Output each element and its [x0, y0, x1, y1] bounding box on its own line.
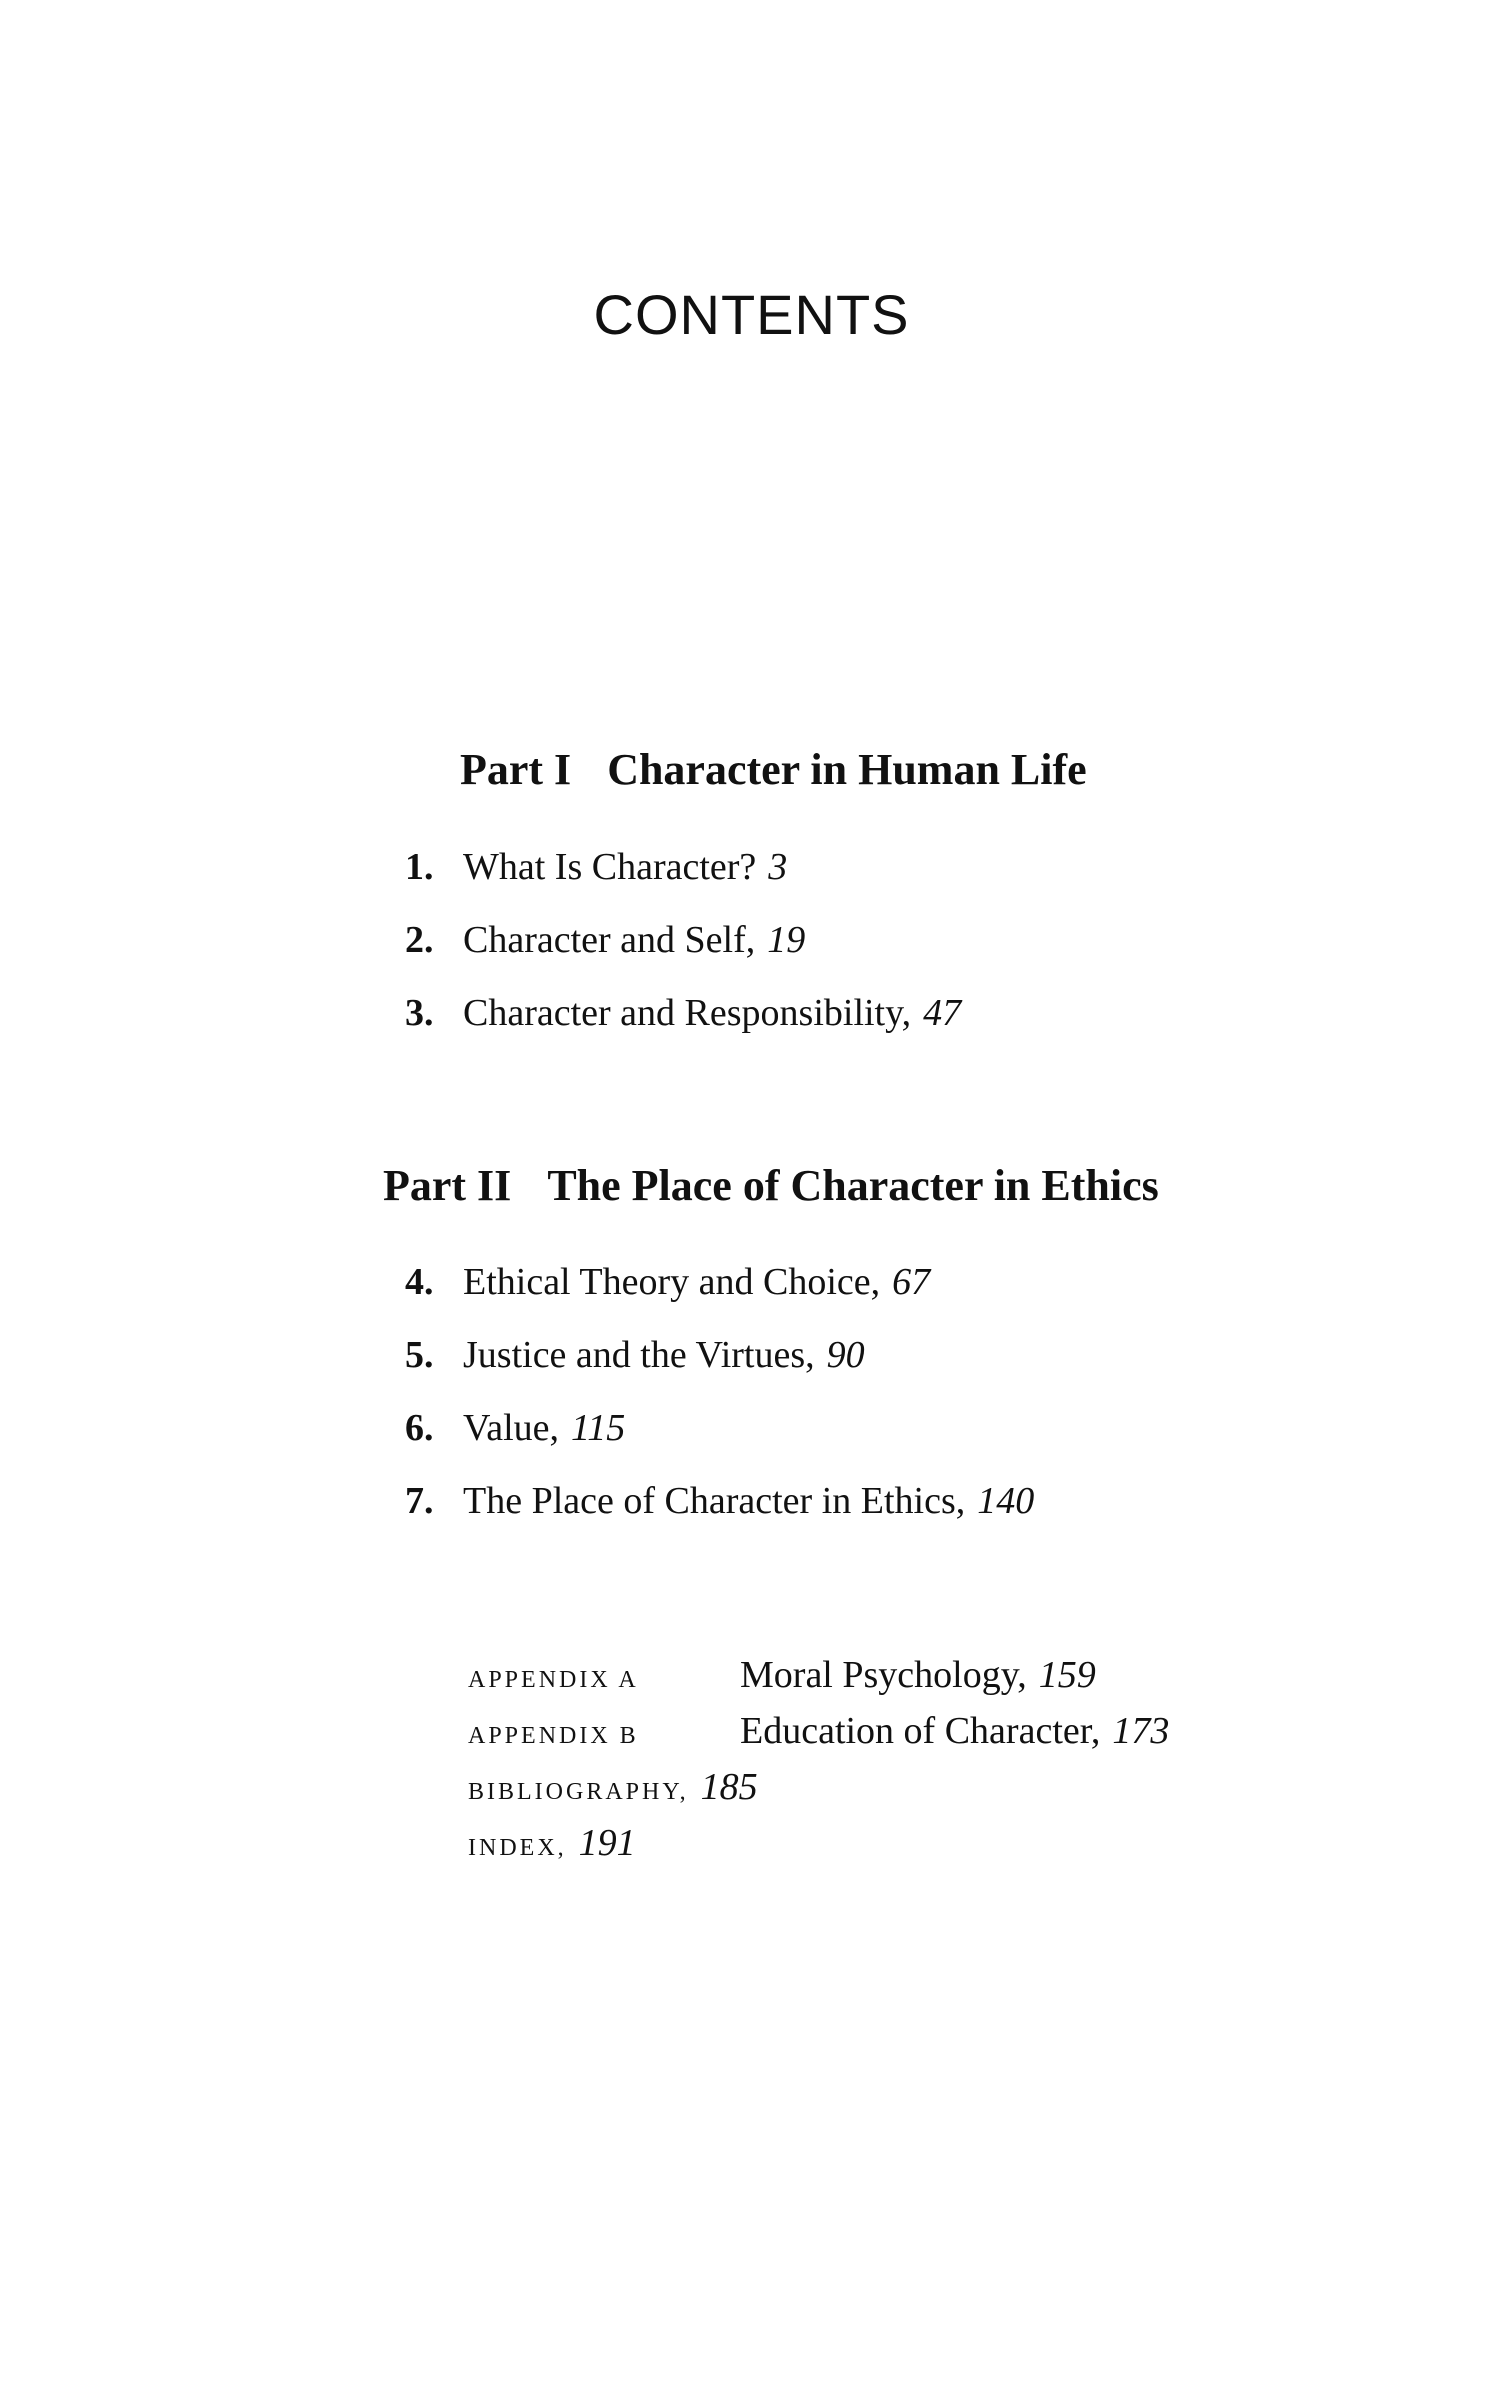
toc-entry-chapter-6 — [405, 1403, 1034, 1476]
chapter-title: Justice and the Virtues, — [463, 1334, 815, 1376]
appendix-b-title: Education of Character, — [740, 1710, 1101, 1752]
index-label: INDEX, — [468, 1835, 567, 1861]
chapter-title: The Place of Character in Ethics, — [463, 1480, 966, 1522]
chapter-number: 6. — [405, 1407, 434, 1449]
part-2-chapter-list — [405, 1257, 1034, 1549]
chapter-page-number: 90 — [826, 1334, 865, 1376]
chapter-number: 3. — [405, 992, 434, 1034]
index-page-number: 191 — [578, 1822, 636, 1864]
bibliography-page-number: 185 — [700, 1766, 758, 1808]
chapter-page-number: 3 — [768, 846, 788, 888]
chapter-page-number: 67 — [892, 1261, 931, 1303]
bibliography-label: BIBLIOGRAPHY, — [468, 1779, 689, 1805]
chapter-number: 4. — [405, 1261, 434, 1303]
toc-entry-bibliography — [468, 1762, 1169, 1818]
part-1-number: Part I — [460, 745, 572, 794]
toc-entry-chapter-1 — [405, 842, 961, 915]
chapter-number: 7. — [405, 1480, 434, 1522]
toc-entry-chapter-2 — [405, 915, 961, 988]
toc-entry-appendix-b — [468, 1706, 1169, 1762]
appendix-a-label: APPENDIX A — [468, 1667, 639, 1693]
appendix-a-title: Moral Psychology, — [740, 1654, 1027, 1696]
part-1-chapter-list — [405, 842, 961, 1061]
chapter-page-number: 47 — [923, 992, 962, 1034]
chapter-number: 2. — [405, 919, 434, 961]
part-2-number: Part II — [383, 1161, 512, 1210]
toc-entry-index — [468, 1818, 1169, 1874]
chapter-title: Character and Self, — [463, 919, 756, 961]
chapter-number: 5. — [405, 1334, 434, 1376]
appendix-b-page-number: 173 — [1112, 1710, 1170, 1752]
chapter-number: 1. — [405, 846, 434, 888]
chapter-page-number: 140 — [977, 1480, 1035, 1522]
toc-entry-chapter-4 — [405, 1257, 1034, 1330]
chapter-title: Character and Responsibility, — [463, 992, 912, 1034]
part-2-heading — [383, 1160, 1159, 1211]
page-title: CONTENTS — [593, 283, 910, 346]
chapter-title: Value, — [463, 1407, 560, 1449]
toc-entry-chapter-3 — [405, 988, 961, 1061]
chapter-page-number: 115 — [571, 1407, 626, 1449]
chapter-page-number: 19 — [767, 919, 806, 961]
part-2-title: The Place of Character in Ethics — [547, 1161, 1159, 1210]
part-1-heading — [460, 744, 1087, 795]
toc-entry-chapter-7 — [405, 1476, 1034, 1549]
back-matter-list — [468, 1650, 1169, 1874]
appendix-b-label: APPENDIX B — [468, 1723, 639, 1749]
chapter-title: Ethical Theory and Choice, — [463, 1261, 881, 1303]
appendix-a-page-number: 159 — [1038, 1654, 1096, 1696]
toc-entry-chapter-5 — [405, 1330, 1034, 1403]
toc-entry-appendix-a — [468, 1650, 1169, 1706]
chapter-title: What Is Character? — [463, 846, 757, 888]
part-1-title: Character in Human Life — [607, 745, 1087, 794]
